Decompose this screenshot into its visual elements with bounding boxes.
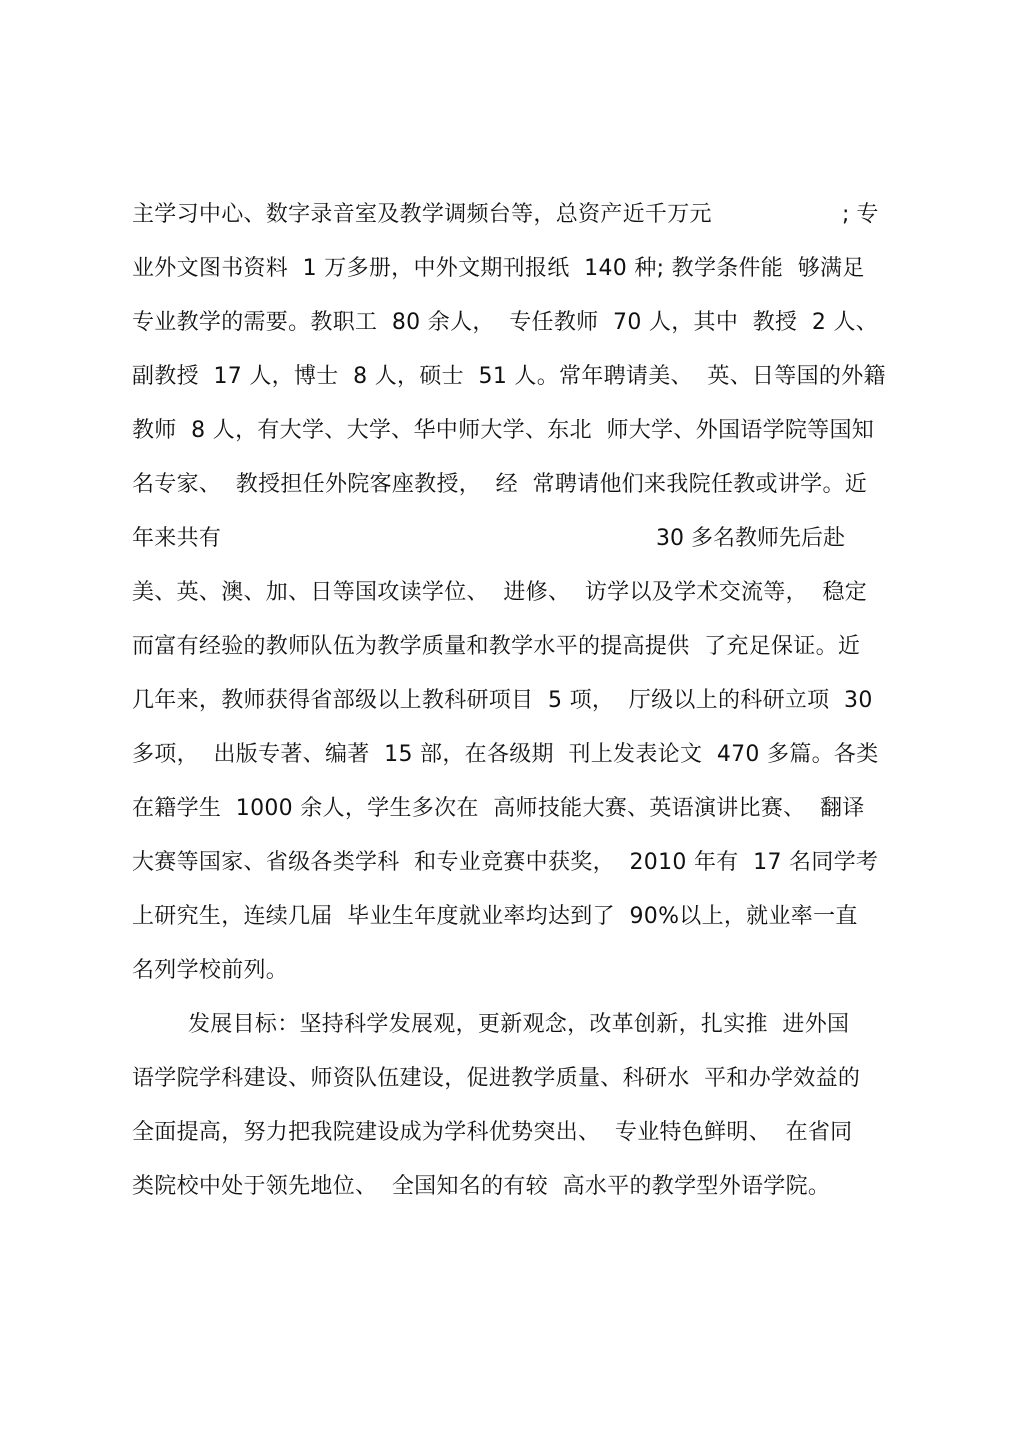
text-line: 副教授 17 人，博士 8 人，硕士 51 人。常年聘请美、 英、日等国的外籍 [132,364,886,389]
text-line: 而富有经验的教师队伍为教学质量和教学水平的提高提供 了充足保证。近 [132,634,861,659]
text-line: 上研究生，连续几届 毕业生年度就业率均达到了 90%以上，就业率一直 [132,904,858,929]
text-line: 专业教学的需要。教职工 80 余人， 专任教师 70 人，其中 教授 2 人、 [132,310,879,335]
paragraph-first-line: 发展目标：坚持科学发展观，更新观念，改革创新，扎实推 进外国 [188,1012,850,1037]
text-line: 教师 8 人，有大学、大学、华中师大学、东北 师大学、外国语学院等国知 [132,418,875,443]
text-line-tail: 30 多名教师先后赴 [656,526,845,551]
text-line: 名专家、 教授担任外院客座教授， 经 常聘请他们来我院任教或讲学。近 [132,472,868,497]
text-line: 语学院学科建设、师资队伍建设，促进教学质量、科研水 平和办学效益的 [132,1066,861,1091]
text-line: 在籍学生 1000 余人，学生多次在 高师技能大赛、英语演讲比赛、 翻译 [132,796,865,821]
text-line: 大赛等国家、省级各类学科 和专业竞赛中获奖， 2010 年有 17 名同学考 [132,850,879,875]
text-line: 几年来，教师获得省部级以上教科研项目 5 项， 厅级以上的科研立项 30 [132,688,873,713]
text-line: 美、英、澳、加、日等国攻读学位、 进修、 访学以及学术交流等， 稳定 [132,580,868,605]
text-line-tail: ; 专 [842,202,879,227]
text-line: 主学习中心、数字录音室及教学调频台等，总资产近千万元 [132,202,712,227]
text-line: 名列学校前列。 [132,958,289,983]
text-line: 年来共有 [132,526,222,551]
text-line: 多项， 出版专著、编著 15 部，在各级期 刊上发表论文 470 多篇。各类 [132,742,879,767]
text-line: 业外文图书资料 1 万多册，中外文期刊报纸 140 种; 教学条件能 够满足 [132,256,865,281]
text-line: 类院校中处于领先地位、 全国知名的有较 高水平的教学型外语学院。 [132,1174,831,1199]
text-line: 全面提高，努力把我院建设成为学科优势突出、 专业特色鲜明、 在省同 [132,1120,853,1145]
